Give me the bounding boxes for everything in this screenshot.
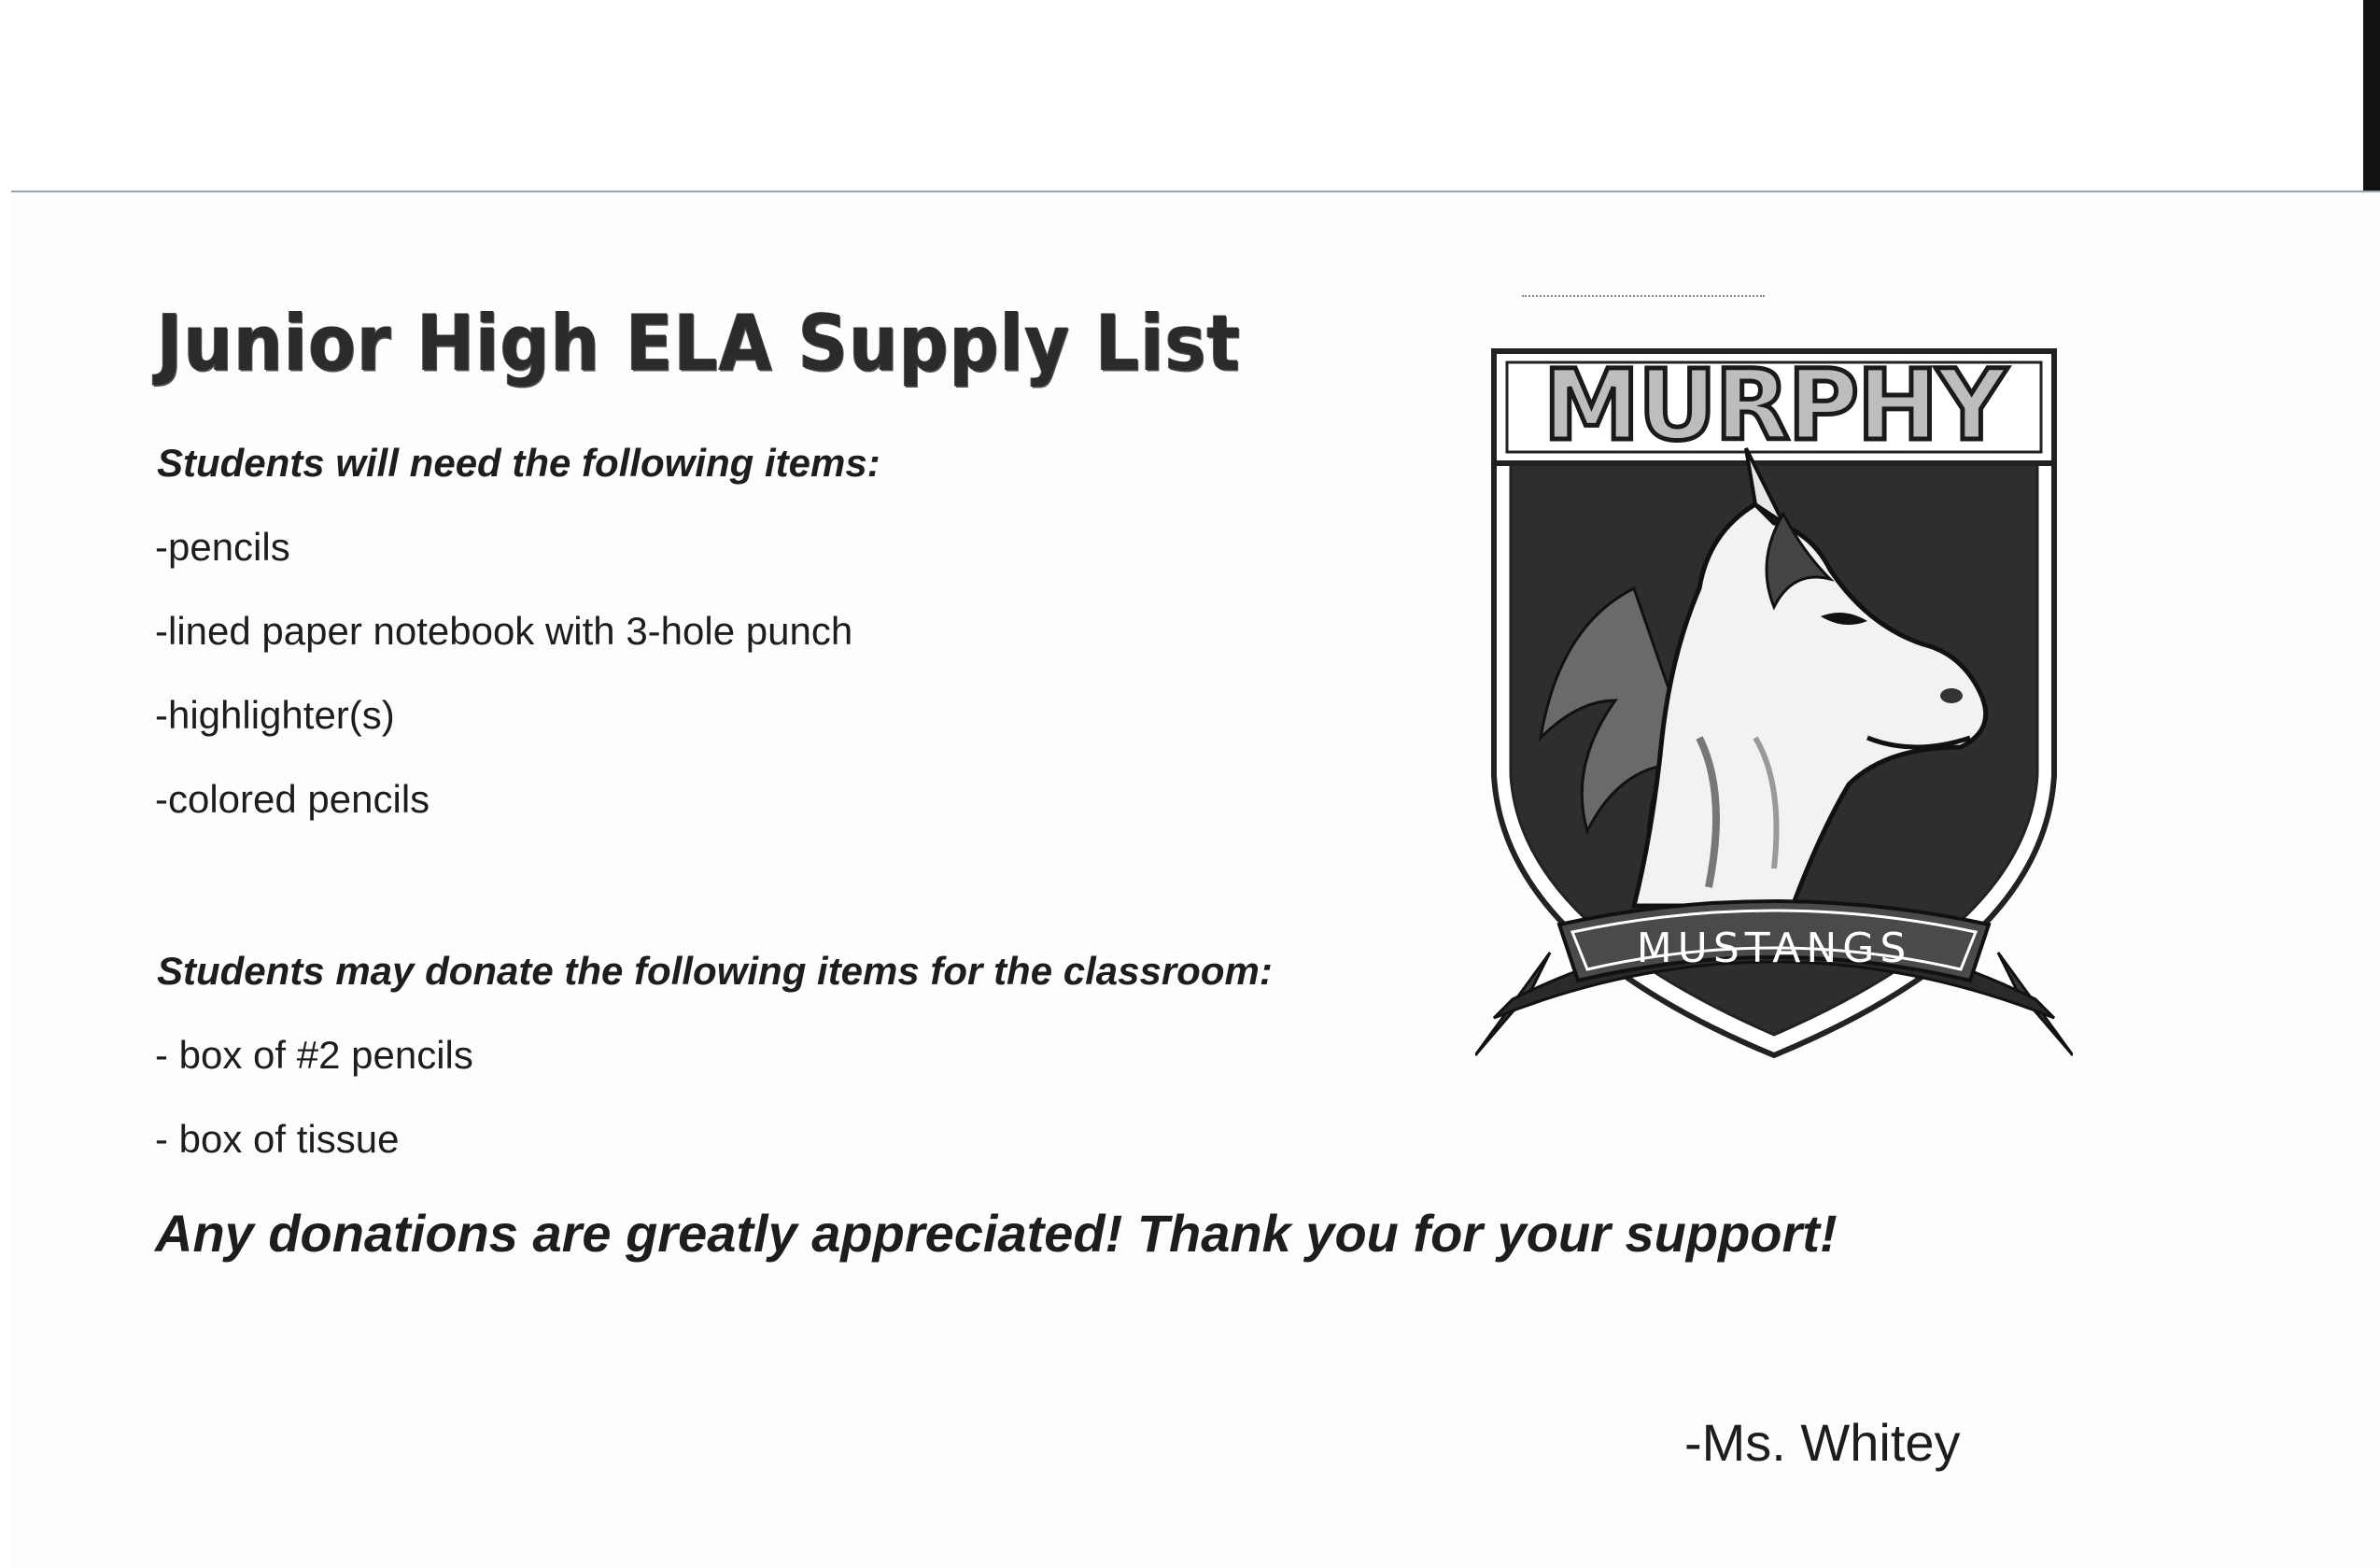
needed-items-heading: Students will need the following items: — [157, 441, 880, 485]
closing-message: Any donations are greatly appreciated! Thank you for your support! — [155, 1204, 1838, 1263]
scan-edge-shadow — [2363, 0, 2380, 205]
page-title: Junior High ELA Supply List — [157, 299, 1242, 389]
donate-item: - box of tissue — [155, 1117, 400, 1161]
needed-item: -lined paper notebook with 3-hole punch — [155, 609, 853, 653]
signature: -Ms. Whitey — [1684, 1413, 1961, 1472]
donate-items-heading: Students may donate the following items for the classroom: — [157, 949, 1273, 993]
mustang-horse-crest-icon — [1475, 346, 2073, 1093]
donate-item: - box of #2 pencils — [155, 1033, 473, 1077]
needed-item: -pencils — [155, 525, 290, 569]
needed-item: -colored pencils — [155, 777, 430, 821]
logo-top-text: MURPHY — [1542, 348, 2006, 462]
needed-item: -highlighter(s) — [155, 693, 395, 737]
scan-artifact-dots — [1522, 295, 1765, 301]
logo-banner-text: MUSTANGS — [1636, 925, 1912, 972]
